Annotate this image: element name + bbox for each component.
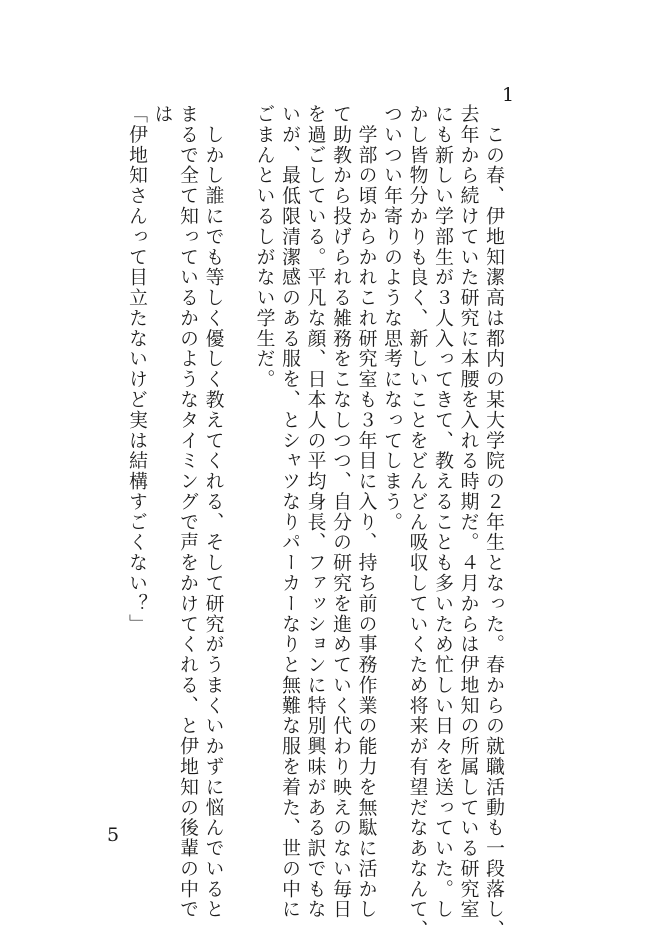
blank-line: [226, 104, 252, 804]
text-line: にも新しい学部生が３人入ってきて、教えることも多いため忙しい日々を送っていた。し: [432, 104, 453, 920]
text-line: いが、最低限清潔感のある服を、とシャツなりパーカーなりと無難な服を着た、世の中に: [279, 104, 300, 920]
text-line: ついつい年寄りのような思考になってしまう。: [381, 104, 402, 533]
text-line: 「伊地知さんって目立たないけど実は結構すごくない？」: [126, 104, 147, 635]
text-line: は: [151, 104, 173, 125]
chapter-number: 1: [501, 84, 515, 106]
text-line: ごまんといるしがない学生だ。: [253, 104, 275, 390]
text-line: この春、伊地知潔高は都内の某大学院の２年生となった。春からの就職活動も一段落し、: [483, 104, 504, 940]
text-line: 学部の頃からかれこれ研究室も３年目に入り、持ち前の事務作業の能力を無駄に活かし: [355, 104, 377, 920]
text-line: て助教から投げられる雑務をこなしつつ、自分の研究を進めていく代わり映えのない毎日: [330, 104, 351, 920]
text-line: しかし誰にでも等しく優しく教えてくれる、そして研究がうまくいかずに悩んでいると: [202, 104, 224, 920]
text-line: まるで全て知っているかのようなタイミングで声をかけてくれる、と伊地知の後輩の中で: [177, 104, 198, 920]
text-line: 去年から続けていた研究に本腰を入れる時期だ。４月からは伊地知の所属している研究室: [457, 104, 479, 920]
body-text: [124, 104, 507, 940]
page-number: 5: [106, 824, 120, 846]
text-line: を過ごしている。平凡な顔、日本人の平均身長、ファッションに特別興味がある訳でもな: [304, 104, 326, 920]
text-line: かし皆物分かりも良く、新しいことをどんどん吸収していくため将来が有望だなあなんて、: [406, 104, 428, 940]
